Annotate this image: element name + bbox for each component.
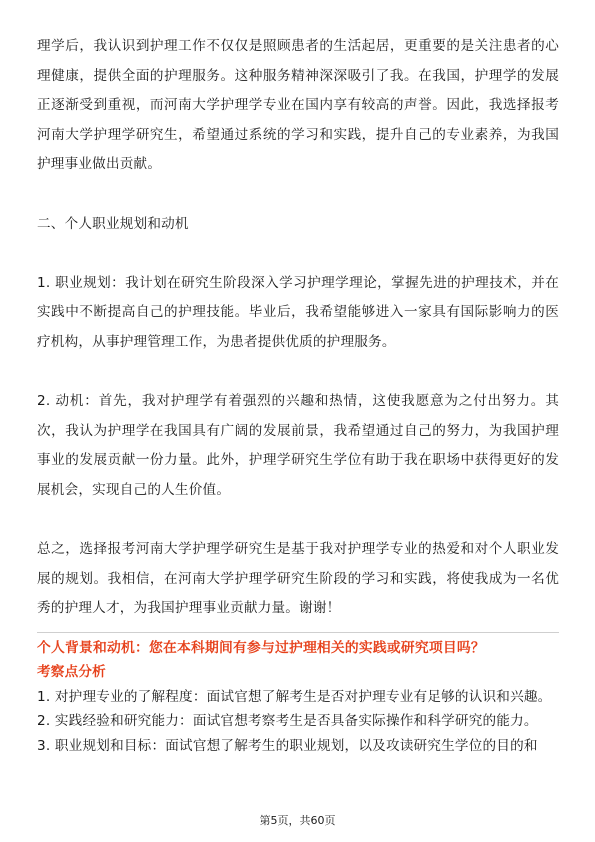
spacer	[37, 180, 559, 210]
spacer	[37, 239, 559, 269]
motivation-paragraph: 2. 动机：首先，我对护理学有着强烈的兴趣和热情，这使我愿意为之付出努力。其次，我认为护理学在我国具有广阔的发展前景，我希望通过自己的努力，为我国护理事业的发展贡献一份力量。此外，护理学研究生学位有助于我在职场中获得更好的发展机会，实现自己的人生价值。	[37, 393, 559, 498]
analysis-heading: 考察点分析	[37, 664, 106, 681]
analysis-point: 1. 对护理专业的了解程度：面试官想了解考生是否对护理专业有足够的认识和兴趣。	[37, 688, 552, 705]
spacer	[37, 506, 559, 536]
career-plan-paragraph: 1. 职业规划：我计划在研究生阶段深入学习护理学理论，掌握先进的护理技术，并在实践中不断提高自己的护理技能。毕业后，我希望能够进入一家具有国际影响力的医疗机构，从事护理管理工作，为患者提供优质的护理服务。	[37, 274, 559, 350]
spacer	[37, 358, 559, 388]
analysis-point: 2. 实践经验和研究能力：面试官想考察考生是否具备实际操作和科学研究的能力。	[37, 713, 538, 730]
analysis-point: 3. 职业规划和目标：面试官想了解考生的职业规划，以及攻读研究生学位的目的和	[37, 737, 538, 754]
analysis-list	[37, 685, 559, 759]
body-paragraph: 理学后，我认识到护理工作不仅仅是照顾患者的生活起居，更重要的是关注患者的心理健康，提供全面的护理服务。这种服务精神深深吸引了我。在我国，护理学的发展正逐渐受到重视，而河南大学护理学专业在国内享有较高的声誉。因此，我选择报考河南大学护理学研究生，希望通过系统的学习和实践，提升自己的专业素养，为我国护理事业做出贡献。	[37, 38, 559, 173]
section-divider	[37, 632, 559, 633]
page-content	[37, 32, 559, 758]
page-number: 第5页，共60页	[259, 814, 336, 827]
section-heading: 二、个人职业规划和动机	[37, 215, 189, 232]
question-title: 个人背景和动机：您在本科期间有参与过护理相关的实践或研究项目吗？	[37, 639, 485, 656]
conclusion-paragraph: 总之，选择报考河南大学护理学研究生是基于我对护理学专业的热爱和对个人职业发展的规划。我相信，在河南大学护理学研究生阶段的学习和实践，将使我成为一名优秀的护理人才，为我国护理事业贡献力量。谢谢！	[37, 541, 559, 617]
